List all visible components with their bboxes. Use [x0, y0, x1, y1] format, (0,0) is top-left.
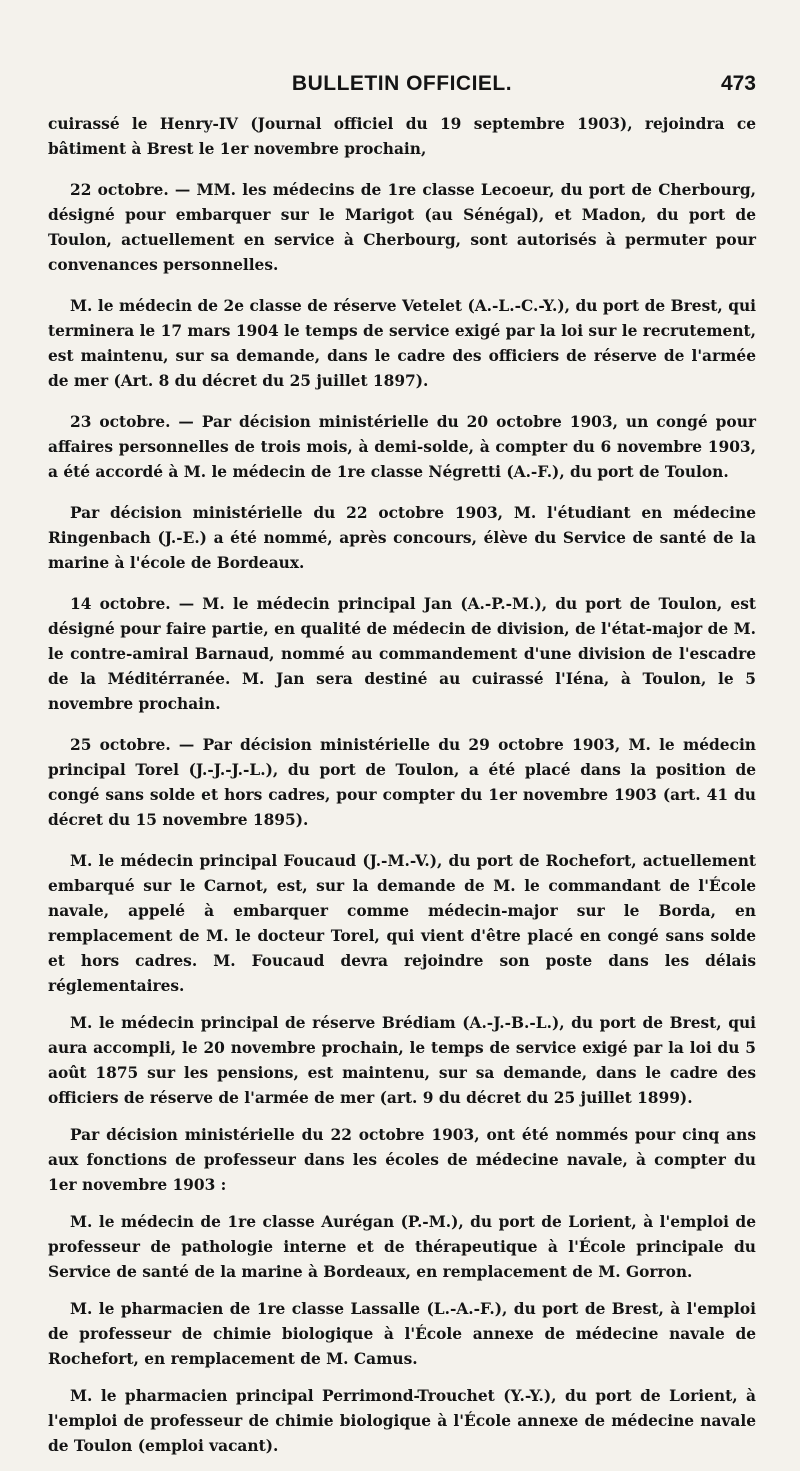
- paragraph-4: 23 octobre. — Par décision ministérielle du 20 octobre 1903, un congé pour affaires personnelles de trois mois, à demi-solde, à compter du 6 novembre 1903, a été accordé à M. le médecin de 1re classe Négretti (A.-F.), du port de Toulon.: [48, 413, 756, 481]
- paragraph-8: M. le médecin principal Foucaud (J.-M.-V.), du port de Rochefort, actuellement embarqué sur le Carnot, est, sur la demande de M. le commandant de l'École navale, appelé à embarquer comme médecin-major sur le Borda, en remplacement de M. le docteur Torel, qui vient d'être placé en congé sans solde et hors cadres. M. Foucaud devra rejoindre son poste dans les délais réglementaires.: [48, 852, 756, 995]
- page-header: [48, 72, 756, 102]
- paragraph-5: Par décision ministérielle du 22 octobre 1903, M. l'étudiant en médecine Ringenbach (J.-E.) a été nommé, après concours, élève du Service de santé de la marine à l'école de Bordeaux.: [48, 504, 756, 572]
- paragraph-7: 25 octobre. — Par décision ministérielle du 29 octobre 1903, M. le médecin principal Torel (J.-J.-J.-L.), du port de Toulon, a été placé dans la position de congé sans solde et hors cadres, pour compter du 1er novembre 1903 (art. 41 du décret du 15 novembre 1895).: [48, 736, 756, 829]
- page-title: BULLETIN OFFICIEL.: [291, 72, 513, 95]
- paragraph-2: 22 octobre. — MM. les médecins de 1re classe Lecoeur, du port de Cherbourg, désigné pour embarquer sur le Marigot (au Sénégal), et Madon, du port de Toulon, actuellement en service à Cherbourg, sont autorisés à permuter pour convenances personnelles.: [48, 181, 756, 274]
- paragraph-9: M. le médecin principal de réserve Brédiam (A.-J.-B.-L.), du port de Brest, qui aura accompli, le 20 novembre prochain, le temps de service exigé par la loi du 5 août 1875 sur les pensions, est maintenu, sur sa demande, dans le cadre des officiers de réserve de l'armée de mer (art. 9 du décret du 25 juillet 1899).: [48, 1014, 756, 1107]
- paragraph-3: M. le médecin de 2e classe de réserve Vetelet (A.-L.-C.-Y.), du port de Brest, qui terminera le 17 mars 1904 le temps de service exigé par la loi sur le recrutement, est maintenu, sur sa demande, dans le cadre des officiers de réserve de l'armée de mer (Art. 8 du décret du 25 juillet 1897).: [48, 297, 756, 390]
- paragraph-6: 14 octobre. — M. le médecin principal Jan (A.-P.-M.), du port de Toulon, est désigné pour faire partie, en qualité de médecin de division, de l'état-major de M. le contre-amiral Barnaud, nommé au commandement d'une division de l'escadre de la Méditérranée. M. Jan sera destiné au cuirassé l'Iéna, à Toulon, le 5 novembre prochain.: [48, 595, 756, 713]
- page-number: 473: [720, 72, 756, 95]
- paragraph-1: cuirassé le Henry-IV (Journal officiel du 19 septembre 1903), rejoindra ce bâtiment à Brest le 1er novembre prochain,: [48, 115, 756, 158]
- paragraph-12: M. le pharmacien de 1re classe Lassalle (L.-A.-F.), du port de Brest, à l'emploi de professeur de chimie biologique à l'École annexe de médecine navale de Rochefort, en remplacement de M. Camus.: [48, 1300, 756, 1368]
- paragraph-10: Par décision ministérielle du 22 octobre 1903, ont été nommés pour cinq ans aux fonctions de professeur dans les écoles de médecine navale, à compter du 1er novembre 1903 :: [48, 1126, 756, 1194]
- document-body: [48, 112, 756, 1471]
- paragraph-13: M. le pharmacien principal Perrimond-Trouchet (Y.-Y.), du port de Lorient, à l'emploi de professeur de chimie biologique à l'École annexe de médecine navale de Toulon (emploi vacant).: [48, 1387, 756, 1455]
- paragraph-11: M. le médecin de 1re classe Aurégan (P.-M.), du port de Lorient, à l'emploi de professeur de pathologie interne et de thérapeutique à l'École principale du Service de santé de la marine à Bordeaux, en remplacement de M. Gorron.: [48, 1213, 756, 1281]
